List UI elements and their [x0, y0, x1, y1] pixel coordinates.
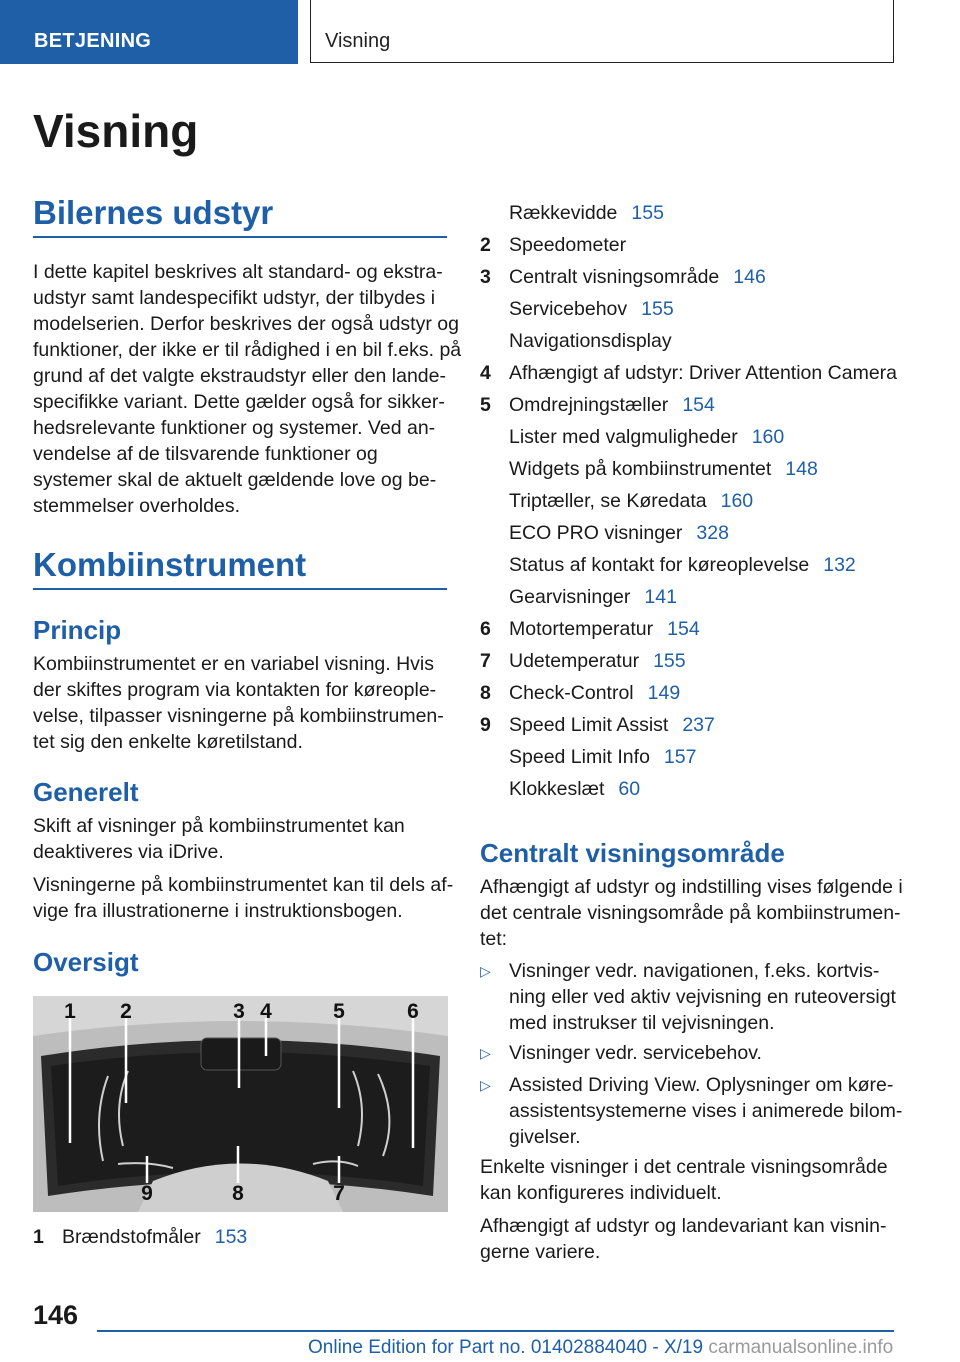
- edition-text: Online Edition for Part no. 01402884040 - X/19: [308, 1337, 704, 1358]
- paragraph-line: Kombiinstrumentet er en variabel visning. Hvis: [33, 653, 435, 675]
- legend-text: [509, 680, 680, 706]
- legend-number: 5: [480, 394, 491, 416]
- legend-text: [509, 520, 729, 546]
- callout-number: 2: [120, 1000, 132, 1023]
- paragraph-line: Visningerne på kombiinstrumentet kan til dels af-: [33, 874, 454, 896]
- page-reference-link[interactable]: 141: [644, 586, 677, 608]
- legend-text: [509, 616, 700, 642]
- page-reference-link[interactable]: 60: [618, 778, 641, 800]
- legend-text: [509, 360, 897, 386]
- paragraph-line: deaktiveres via iDrive.: [33, 841, 224, 863]
- legend-label: Motortemperatur: [509, 618, 654, 640]
- legend-text: [509, 488, 753, 514]
- bullet-item: [480, 958, 896, 1036]
- legend-label: Klokkeslæt: [509, 778, 605, 800]
- topic-label: Visning: [325, 30, 391, 52]
- legend-label: Lister med valgmuligheder: [509, 426, 738, 448]
- callout-number: 8: [232, 1182, 244, 1205]
- paragraph-line: tet:: [480, 928, 508, 950]
- legend-label: Gearvisninger: [509, 586, 631, 608]
- page-reference-link[interactable]: 155: [631, 202, 664, 224]
- legend-label: Udetemperatur: [509, 650, 640, 672]
- section-tab: [0, 0, 298, 64]
- page-reference-link[interactable]: 155: [653, 650, 686, 672]
- bullet-item: [480, 1072, 902, 1150]
- footer-edition: [308, 1337, 893, 1359]
- bullet-line: Visninger vedr. servicebehov.: [509, 1042, 762, 1064]
- bullet-triangle-icon: ▷: [480, 963, 491, 979]
- paragraph-line: Enkelte visninger i det centrale visningsområde: [480, 1156, 888, 1178]
- instrument-cluster-illustration: [33, 996, 448, 1212]
- outro-paragraph-1: [480, 1154, 888, 1206]
- legend-text: [62, 1224, 247, 1250]
- legend-text: [509, 232, 626, 258]
- legend-label: Check-Control: [509, 682, 634, 704]
- legend-text: [509, 584, 677, 610]
- legend-number: 8: [480, 682, 491, 704]
- paragraph-line: I dette kapitel beskrives alt standard- og ekstra-: [33, 261, 443, 283]
- paragraph-line: funktioner, der ikke er til rådighed i en bil f.eks. på: [33, 339, 462, 361]
- legend-number: 6: [480, 618, 491, 640]
- paragraph-line: specifikke variant. Dette gælder også for sikker-: [33, 391, 445, 413]
- callout-number: 6: [407, 1000, 419, 1023]
- legend-text: [509, 648, 686, 674]
- legend-text: [509, 424, 784, 450]
- legend-number: 9: [480, 714, 491, 736]
- paragraph-line: det centrale visningsområde på kombiinstrumen-: [480, 902, 901, 924]
- heading-central-display: Centralt visningsområde: [480, 838, 785, 868]
- paragraph-line: der skiftes program via kontakten for køreople-: [33, 679, 437, 701]
- legend-label: Afhængigt af udstyr: Driver Attention Camera: [509, 362, 898, 384]
- legend-label: Triptæller, se Køredata: [509, 490, 707, 512]
- paragraph-line: gerne variere.: [480, 1241, 601, 1263]
- legend-text: [509, 200, 664, 226]
- watermark: carmanualsonline.info: [708, 1337, 894, 1358]
- paragraph-line: grund af det valgte ekstraudstyr eller den lande-: [33, 365, 446, 387]
- bullet-line: givelser.: [509, 1126, 581, 1148]
- paragraph-line: stemmelser overholdes.: [33, 495, 240, 517]
- legend-number: 2: [480, 234, 491, 256]
- legend-text: [509, 456, 818, 482]
- page-reference-link[interactable]: 237: [682, 714, 715, 736]
- bullet-item: [480, 1040, 762, 1066]
- footer-rule: [97, 1330, 894, 1332]
- legend-number: 4: [480, 362, 491, 384]
- heading-equipment: Bilernes udstyr: [33, 194, 274, 231]
- paragraph-line: hedsrelevante funktioner og systemer. Ved an-: [33, 417, 436, 439]
- cluster-drawing: [33, 996, 448, 1212]
- callout-number: 9: [141, 1182, 153, 1205]
- heading-cluster: Kombiinstrument: [33, 546, 307, 583]
- legend-text: [509, 712, 715, 738]
- callout-number: 4: [260, 1000, 272, 1023]
- page-reference-link[interactable]: 328: [696, 522, 729, 544]
- heading-overview: Oversigt: [33, 947, 139, 977]
- equipment-paragraph: [33, 259, 461, 519]
- central-intro-paragraph: [480, 874, 903, 952]
- legend-text: [509, 296, 674, 322]
- page-reference-link[interactable]: 148: [785, 458, 818, 480]
- general-paragraph-1: [33, 813, 405, 865]
- legend-label: Navigationsdisplay: [509, 330, 672, 352]
- page-reference-link[interactable]: 132: [823, 554, 856, 576]
- legend-label: Status af kontakt for køreoplevelse: [509, 554, 810, 576]
- paragraph-line: udstyr samt landespecifikt udstyr, der tilbydes i: [33, 287, 436, 309]
- topic-box: [310, 0, 894, 63]
- legend-text: [509, 328, 672, 354]
- heading-principle: Princip: [33, 615, 122, 645]
- legend-label: Centralt visningsområde: [509, 266, 720, 288]
- bullet-line: Visninger vedr. navigationen, f.eks. kortvis-: [509, 960, 880, 982]
- bullet-line: assistentsystemerne vises i animerede bilom-: [509, 1100, 903, 1122]
- general-paragraph-2: [33, 872, 453, 924]
- page-reference-link[interactable]: 154: [682, 394, 715, 416]
- paragraph-line: tet sig den enkelte køretilstand.: [33, 731, 303, 753]
- page-reference-link[interactable]: 160: [751, 426, 785, 448]
- legend-label: Servicebehov: [509, 298, 628, 320]
- heading-general: Generelt: [33, 777, 139, 807]
- legend-text: [509, 776, 640, 802]
- heading-rule: [33, 236, 447, 238]
- paragraph-line: vendelse af de tilsvarende funktioner og: [33, 443, 378, 465]
- section-label: BETJENING: [34, 30, 152, 52]
- legend-label: Omdrejningstæller: [509, 394, 669, 416]
- callout-number: 5: [333, 1000, 345, 1023]
- callout-number: 3: [233, 1000, 245, 1023]
- bullet-line: Assisted Driving View. Oplysninger om køre-: [509, 1074, 894, 1096]
- bullet-triangle-icon: ▷: [480, 1045, 491, 1061]
- page-reference-link[interactable]: 153: [214, 1226, 248, 1248]
- legend-number: 3: [480, 266, 491, 288]
- paragraph-line: vige fra illustrationerne i instruktionsbogen.: [33, 900, 403, 922]
- legend-label: Rækkevidde: [509, 202, 618, 224]
- paragraph-line: Afhængigt af udstyr og landevariant kan visnin-: [480, 1215, 887, 1237]
- paragraph-line: velse, tilpasser visningerne på kombiinstrumen-: [33, 705, 444, 727]
- page-title: Visning: [33, 105, 199, 157]
- legend-label: Speed Limit Info: [509, 746, 650, 768]
- page-reference-link[interactable]: 157: [663, 746, 697, 768]
- paragraph-line: Skift af visninger på kombiinstrumentet kan: [33, 815, 405, 837]
- legend-label: Speed Limit Assist: [509, 714, 669, 736]
- page-reference-link[interactable]: 146: [733, 266, 766, 288]
- callout-number: 1: [64, 1000, 76, 1023]
- callout-number: 7: [333, 1182, 345, 1205]
- legend-label: Speedometer: [509, 234, 627, 256]
- legend-label: Brændstofmåler: [62, 1226, 201, 1248]
- page-reference-link[interactable]: 149: [647, 682, 681, 704]
- legend-number: 1: [33, 1226, 44, 1248]
- principle-paragraph: [33, 651, 444, 755]
- legend-text: [509, 744, 696, 770]
- bullet-line: ning eller ved aktiv vejvisning en ruteoversigt: [509, 986, 896, 1008]
- page-reference-link[interactable]: 154: [667, 618, 700, 640]
- page-reference-link[interactable]: 160: [720, 490, 754, 512]
- bullet-triangle-icon: ▷: [480, 1077, 491, 1093]
- legend-label: Widgets på kombiinstrumentet: [509, 458, 772, 480]
- paragraph-line: kan konfigureres individuelt.: [480, 1182, 722, 1204]
- paragraph-line: systemer skal de aktuelt gældende love og be-: [33, 469, 437, 491]
- outro-paragraph-2: [480, 1213, 886, 1265]
- legend-label: ECO PRO visninger: [509, 522, 683, 544]
- heading-rule: [33, 588, 447, 590]
- legend-text: [509, 552, 856, 578]
- legend-number: 7: [480, 650, 491, 672]
- legend-text: [509, 264, 766, 290]
- bullet-line: med instrukser til vejvisningen.: [509, 1012, 775, 1034]
- page-reference-link[interactable]: 155: [641, 298, 674, 320]
- paragraph-line: modelserien. Derfor beskrives der også udstyr og: [33, 313, 459, 335]
- page-number: 146: [33, 1300, 79, 1330]
- legend-text: [509, 392, 715, 418]
- paragraph-line: Afhængigt af udstyr og indstilling vises følgende i: [480, 876, 903, 898]
